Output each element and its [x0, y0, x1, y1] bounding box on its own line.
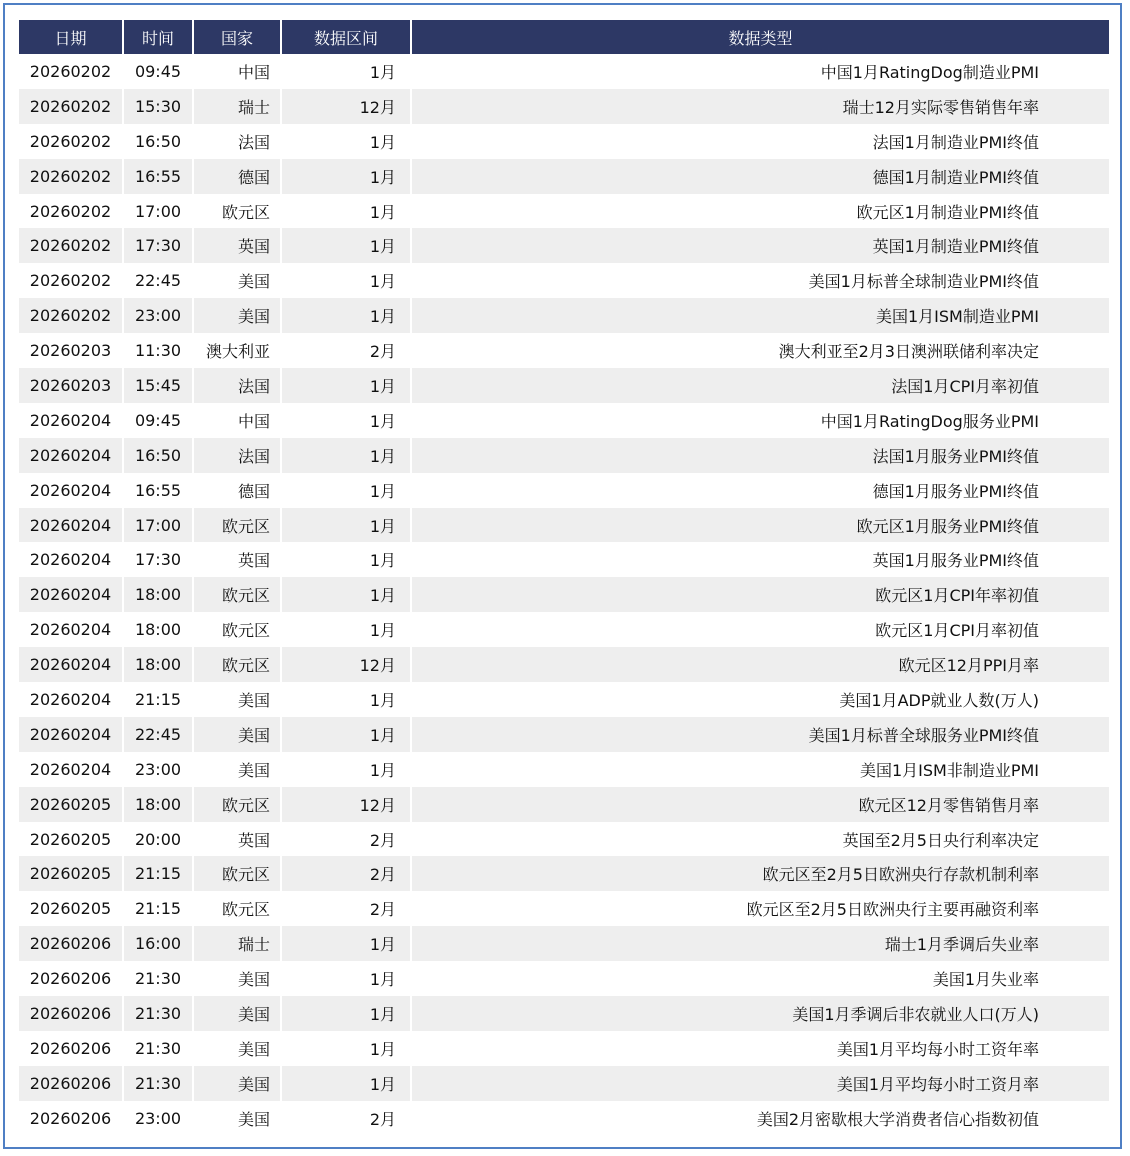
table-row	[19, 787, 1109, 822]
cell-country: 瑞士	[193, 926, 281, 961]
cell-country: 法国	[193, 124, 281, 159]
cell-period: 12月	[281, 647, 411, 682]
cell-time: 16:55	[123, 159, 193, 194]
cell-date: 20260202	[19, 54, 123, 89]
cell-period: 1月	[281, 508, 411, 543]
cell-period: 1月	[281, 124, 411, 159]
cell-time: 11:30	[123, 333, 193, 368]
table-row	[19, 647, 1109, 682]
cell-date: 20260202	[19, 298, 123, 333]
cell-date: 20260204	[19, 403, 123, 438]
table-row	[19, 542, 1109, 577]
cell-period: 12月	[281, 89, 411, 124]
cell-time: 22:45	[123, 717, 193, 752]
table-row	[19, 682, 1109, 717]
cell-time: 21:30	[123, 1066, 193, 1101]
cell-time: 21:15	[123, 856, 193, 891]
cell-period: 1月	[281, 996, 411, 1031]
cell-date: 20260204	[19, 752, 123, 787]
cell-date: 20260204	[19, 542, 123, 577]
cell-type: 英国1月制造业PMI终值	[411, 228, 1109, 263]
header-date: 日期	[19, 20, 123, 54]
cell-country: 中国	[193, 54, 281, 89]
cell-date: 20260205	[19, 822, 123, 857]
cell-time: 09:45	[123, 403, 193, 438]
table-row	[19, 194, 1109, 229]
cell-type: 德国1月服务业PMI终值	[411, 473, 1109, 508]
table-row	[19, 926, 1109, 961]
cell-type: 美国1月季调后非农就业人口(万人)	[411, 996, 1109, 1031]
cell-country: 法国	[193, 368, 281, 403]
cell-period: 1月	[281, 926, 411, 961]
cell-type: 美国1月ADP就业人数(万人)	[411, 682, 1109, 717]
cell-type: 美国1月ISM制造业PMI	[411, 298, 1109, 333]
cell-date: 20260204	[19, 717, 123, 752]
header-row	[19, 20, 1109, 54]
table-row	[19, 961, 1109, 996]
cell-type: 美国1月标普全球制造业PMI终值	[411, 263, 1109, 298]
cell-country: 欧元区	[193, 508, 281, 543]
cell-period: 1月	[281, 577, 411, 612]
cell-time: 21:15	[123, 891, 193, 926]
cell-time: 21:30	[123, 1031, 193, 1066]
cell-time: 09:45	[123, 54, 193, 89]
cell-country: 美国	[193, 1031, 281, 1066]
cell-date: 20260204	[19, 473, 123, 508]
cell-time: 21:30	[123, 996, 193, 1031]
table-row	[19, 1066, 1109, 1101]
table-row	[19, 508, 1109, 543]
table-row	[19, 717, 1109, 752]
cell-time: 17:00	[123, 508, 193, 543]
cell-date: 20260203	[19, 333, 123, 368]
cell-country: 欧元区	[193, 891, 281, 926]
header-country: 国家	[193, 20, 281, 54]
table-row	[19, 333, 1109, 368]
cell-date: 20260202	[19, 124, 123, 159]
cell-type: 美国1月失业率	[411, 961, 1109, 996]
cell-period: 1月	[281, 682, 411, 717]
header-type: 数据类型	[411, 20, 1109, 54]
cell-type: 欧元区至2月5日欧洲央行存款机制利率	[411, 856, 1109, 891]
cell-type: 欧元区12月PPI月率	[411, 647, 1109, 682]
cell-country: 美国	[193, 717, 281, 752]
header-time: 时间	[123, 20, 193, 54]
cell-period: 1月	[281, 263, 411, 298]
header-period: 数据区间	[281, 20, 411, 54]
cell-type: 美国1月标普全球服务业PMI终值	[411, 717, 1109, 752]
cell-type: 欧元区至2月5日欧洲央行主要再融资利率	[411, 891, 1109, 926]
cell-time: 23:00	[123, 298, 193, 333]
table-row	[19, 368, 1109, 403]
table-row	[19, 403, 1109, 438]
cell-country: 美国	[193, 961, 281, 996]
cell-type: 欧元区1月制造业PMI终值	[411, 194, 1109, 229]
cell-country: 欧元区	[193, 647, 281, 682]
cell-time: 16:50	[123, 438, 193, 473]
cell-date: 20260206	[19, 1101, 123, 1136]
cell-date: 20260204	[19, 508, 123, 543]
cell-country: 澳大利亚	[193, 333, 281, 368]
cell-period: 1月	[281, 298, 411, 333]
cell-date: 20260206	[19, 1066, 123, 1101]
cell-type: 中国1月RatingDog服务业PMI	[411, 403, 1109, 438]
cell-country: 英国	[193, 542, 281, 577]
cell-period: 1月	[281, 159, 411, 194]
table-row	[19, 891, 1109, 926]
cell-type: 英国1月服务业PMI终值	[411, 542, 1109, 577]
table-row	[19, 263, 1109, 298]
cell-period: 1月	[281, 403, 411, 438]
cell-time: 18:00	[123, 647, 193, 682]
cell-time: 17:00	[123, 194, 193, 229]
cell-period: 1月	[281, 1066, 411, 1101]
cell-date: 20260204	[19, 682, 123, 717]
cell-time: 18:00	[123, 787, 193, 822]
cell-period: 1月	[281, 194, 411, 229]
cell-country: 中国	[193, 403, 281, 438]
cell-time: 20:00	[123, 822, 193, 857]
cell-country: 欧元区	[193, 577, 281, 612]
cell-time: 16:00	[123, 926, 193, 961]
table-row	[19, 1101, 1109, 1136]
cell-country: 美国	[193, 996, 281, 1031]
cell-country: 英国	[193, 228, 281, 263]
cell-time: 22:45	[123, 263, 193, 298]
cell-type: 英国至2月5日央行利率决定	[411, 822, 1109, 857]
cell-type: 欧元区12月零售销售月率	[411, 787, 1109, 822]
cell-time: 21:30	[123, 961, 193, 996]
cell-period: 1月	[281, 473, 411, 508]
cell-time: 15:30	[123, 89, 193, 124]
cell-date: 20260205	[19, 787, 123, 822]
table-row	[19, 89, 1109, 124]
table-row	[19, 124, 1109, 159]
cell-country: 美国	[193, 682, 281, 717]
cell-country: 德国	[193, 473, 281, 508]
cell-type: 中国1月RatingDog制造业PMI	[411, 54, 1109, 89]
cell-country: 瑞士	[193, 89, 281, 124]
cell-period: 1月	[281, 612, 411, 647]
cell-date: 20260202	[19, 159, 123, 194]
cell-time: 17:30	[123, 542, 193, 577]
cell-type: 美国1月ISM非制造业PMI	[411, 752, 1109, 787]
cell-type: 美国2月密歇根大学消费者信心指数初值	[411, 1101, 1109, 1136]
cell-country: 美国	[193, 1101, 281, 1136]
cell-period: 1月	[281, 961, 411, 996]
cell-date: 20260202	[19, 194, 123, 229]
cell-date: 20260202	[19, 228, 123, 263]
cell-period: 12月	[281, 787, 411, 822]
cell-type: 澳大利亚至2月3日澳洲联储利率决定	[411, 333, 1109, 368]
table-row	[19, 856, 1109, 891]
cell-country: 美国	[193, 752, 281, 787]
cell-date: 20260204	[19, 647, 123, 682]
table-row	[19, 996, 1109, 1031]
cell-time: 17:30	[123, 228, 193, 263]
cell-date: 20260206	[19, 1031, 123, 1066]
cell-country: 美国	[193, 1066, 281, 1101]
cell-country: 欧元区	[193, 194, 281, 229]
cell-time: 21:15	[123, 682, 193, 717]
cell-period: 2月	[281, 822, 411, 857]
cell-type: 欧元区1月服务业PMI终值	[411, 508, 1109, 543]
cell-type: 法国1月制造业PMI终值	[411, 124, 1109, 159]
cell-date: 20260204	[19, 438, 123, 473]
cell-country: 美国	[193, 263, 281, 298]
table-row	[19, 473, 1109, 508]
cell-time: 23:00	[123, 752, 193, 787]
cell-date: 20260202	[19, 89, 123, 124]
cell-date: 20260206	[19, 996, 123, 1031]
cell-date: 20260206	[19, 961, 123, 996]
cell-period: 1月	[281, 438, 411, 473]
cell-type: 瑞士12月实际零售销售年率	[411, 89, 1109, 124]
table-row	[19, 54, 1109, 89]
table-row	[19, 298, 1109, 333]
cell-period: 1月	[281, 368, 411, 403]
economic-calendar-table	[19, 20, 1109, 1136]
table-row	[19, 752, 1109, 787]
table-row	[19, 822, 1109, 857]
table-body	[19, 54, 1109, 1136]
cell-period: 1月	[281, 54, 411, 89]
cell-period: 2月	[281, 856, 411, 891]
cell-date: 20260202	[19, 263, 123, 298]
table-row	[19, 228, 1109, 263]
cell-time: 23:00	[123, 1101, 193, 1136]
cell-period: 1月	[281, 1031, 411, 1066]
cell-country: 法国	[193, 438, 281, 473]
cell-country: 德国	[193, 159, 281, 194]
table-row	[19, 438, 1109, 473]
cell-date: 20260204	[19, 612, 123, 647]
cell-time: 18:00	[123, 612, 193, 647]
cell-time: 15:45	[123, 368, 193, 403]
table-row	[19, 1031, 1109, 1066]
table-row	[19, 577, 1109, 612]
cell-date: 20260203	[19, 368, 123, 403]
cell-type: 法国1月CPI月率初值	[411, 368, 1109, 403]
cell-date: 20260204	[19, 577, 123, 612]
cell-period: 2月	[281, 891, 411, 926]
cell-period: 1月	[281, 717, 411, 752]
cell-type: 欧元区1月CPI年率初值	[411, 577, 1109, 612]
cell-type: 欧元区1月CPI月率初值	[411, 612, 1109, 647]
cell-time: 18:00	[123, 577, 193, 612]
cell-type: 德国1月制造业PMI终值	[411, 159, 1109, 194]
cell-date: 20260205	[19, 856, 123, 891]
cell-country: 欧元区	[193, 856, 281, 891]
cell-country: 欧元区	[193, 787, 281, 822]
cell-period: 1月	[281, 542, 411, 577]
cell-date: 20260206	[19, 926, 123, 961]
cell-time: 16:50	[123, 124, 193, 159]
cell-type: 法国1月服务业PMI终值	[411, 438, 1109, 473]
cell-period: 2月	[281, 333, 411, 368]
cell-date: 20260205	[19, 891, 123, 926]
cell-time: 16:55	[123, 473, 193, 508]
cell-country: 美国	[193, 298, 281, 333]
cell-type: 美国1月平均每小时工资月率	[411, 1066, 1109, 1101]
cell-period: 1月	[281, 752, 411, 787]
cell-period: 1月	[281, 228, 411, 263]
table-row	[19, 612, 1109, 647]
cell-period: 2月	[281, 1101, 411, 1136]
cell-country: 英国	[193, 822, 281, 857]
cell-country: 欧元区	[193, 612, 281, 647]
cell-type: 美国1月平均每小时工资年率	[411, 1031, 1109, 1066]
table-row	[19, 159, 1109, 194]
cell-type: 瑞士1月季调后失业率	[411, 926, 1109, 961]
